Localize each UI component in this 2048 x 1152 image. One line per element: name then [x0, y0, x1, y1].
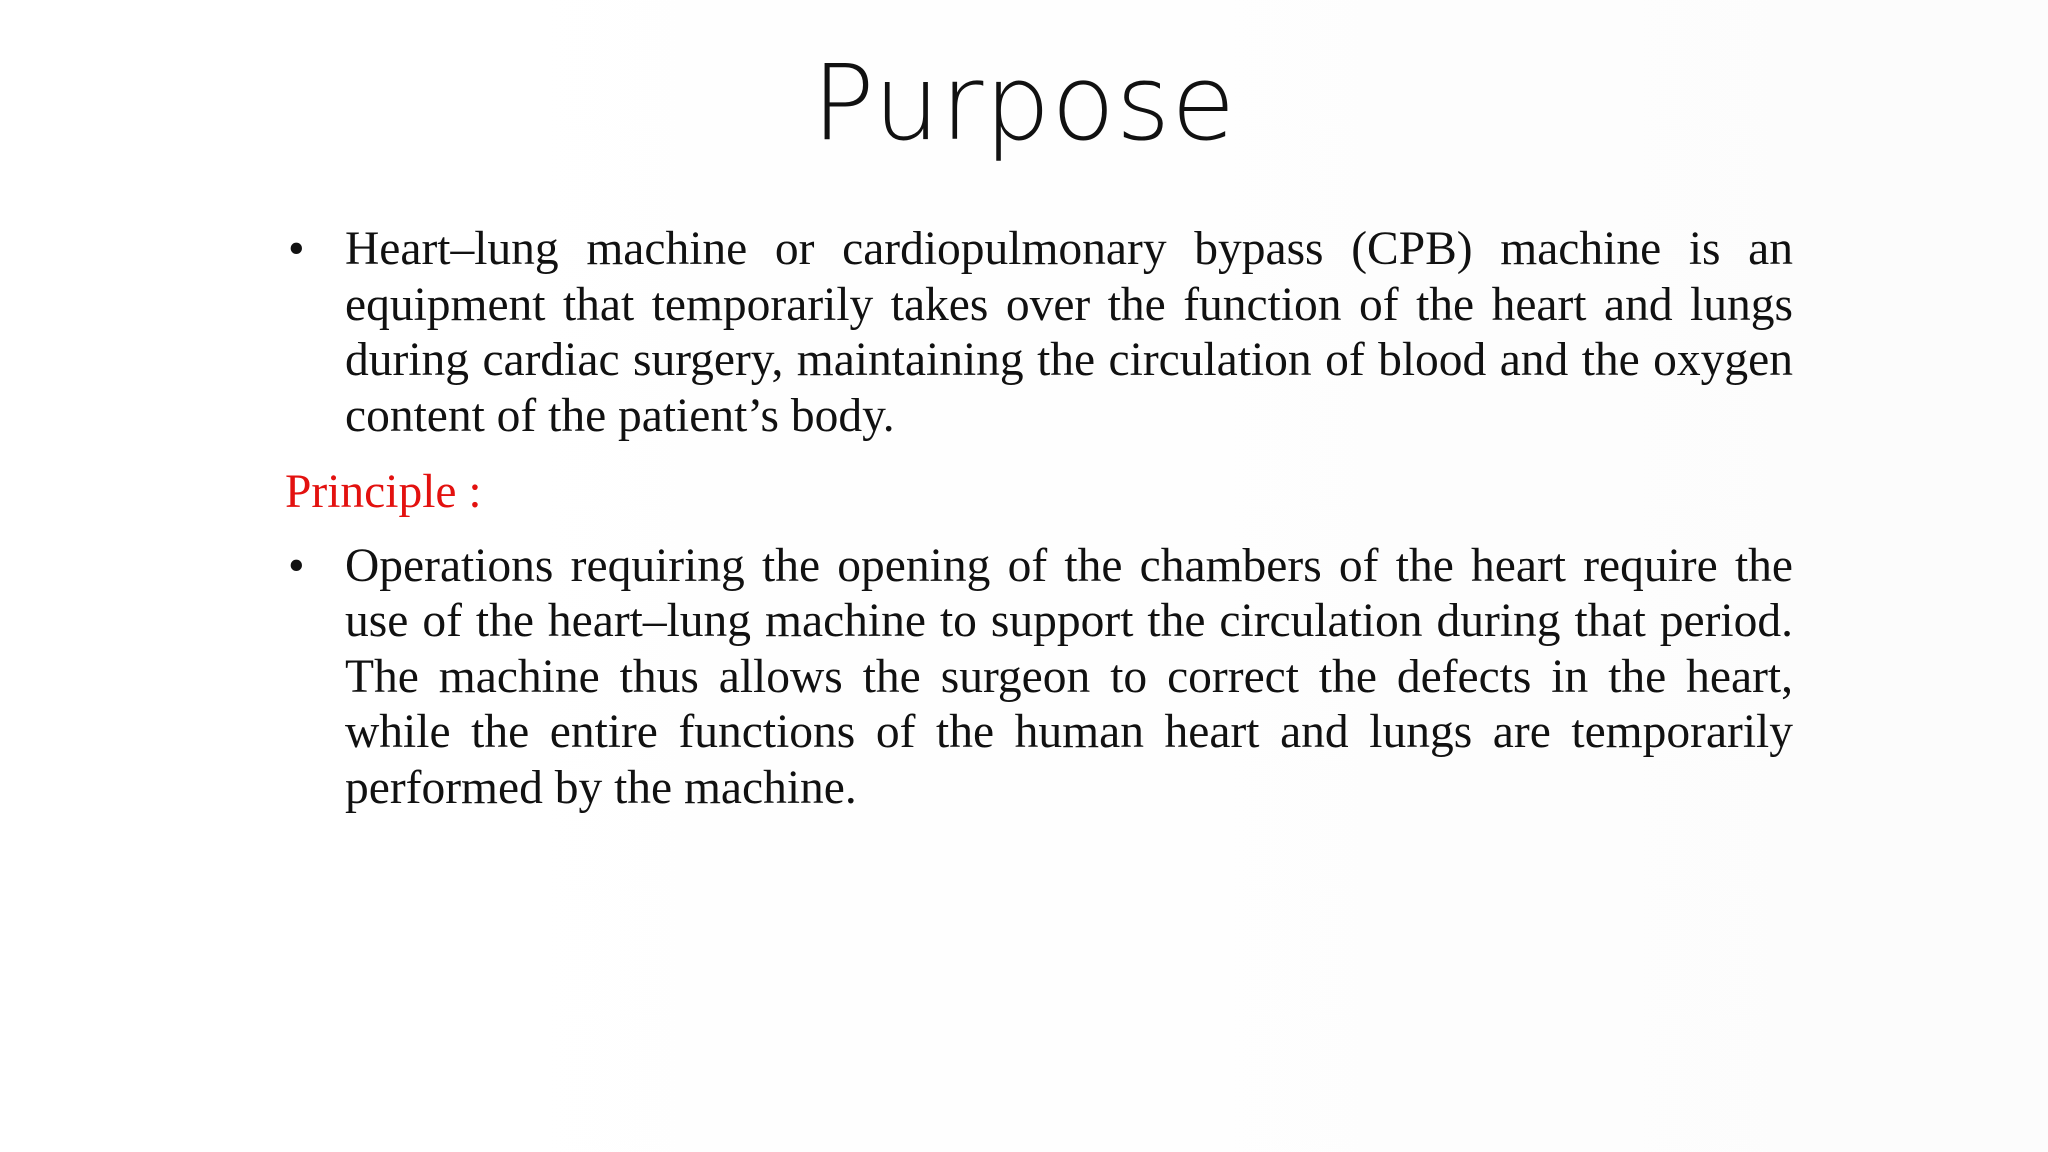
principle-text: Operations requiring the opening of the chambers of the heart require the use of the heart–lung machine to support the circulation during that period. The machine thus allows the surgeon to correct the defects in the heart, while the entire functions of the human heart and lungs are temporarily performed by the machine. [345, 539, 1793, 814]
principle-heading: Principle : [285, 466, 482, 518]
bullet-icon: • [288, 539, 305, 592]
bullet-principle [285, 539, 1793, 817]
bullet-icon: • [288, 223, 305, 275]
purpose-text: Heart–lung machine or cardiopulmonary bypass (CPB) machine is an equipment that temporarily takes over the function of the heart and lungs during cardiac surgery, maintaining the circulation of blood and the oxygen content of the patient’s body. [345, 223, 1793, 442]
bullet-purpose [285, 222, 1793, 444]
slide-body [285, 222, 1793, 816]
slide-title: Purpose [811, 42, 1237, 164]
